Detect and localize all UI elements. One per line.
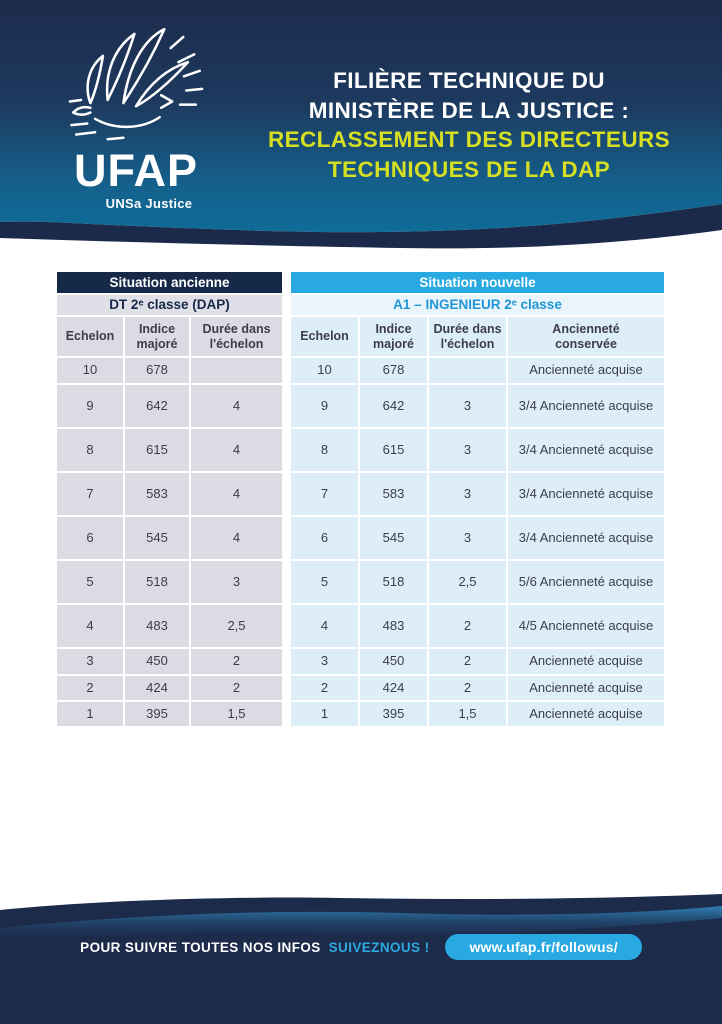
table-cell: 2: [291, 676, 358, 700]
table-cell: 10: [291, 358, 358, 383]
column-header-anciennete: Ancienneté conservée: [508, 317, 664, 356]
table-cell: 1,5: [429, 702, 506, 726]
page-title-line-2: MINISTÈRE DE LA JUSTICE :: [308, 97, 630, 123]
reclassification-table: [57, 272, 664, 726]
table-cell: 642: [360, 385, 427, 427]
column-spacer: [284, 561, 289, 603]
column-spacer: [284, 676, 289, 700]
table-cell: Ancienneté acquise: [508, 649, 664, 674]
table-cell: 3/4 Ancienneté acquise: [508, 385, 664, 427]
table-cell: 642: [125, 385, 189, 427]
table-cell: 395: [360, 702, 427, 726]
table-cell: 4: [291, 605, 358, 647]
column-header-echelon-new: Echelon: [291, 317, 358, 356]
table-cell: 3/4 Ancienneté acquise: [508, 429, 664, 471]
table-cell: 518: [360, 561, 427, 603]
table-cell: 615: [125, 429, 189, 471]
table-cell: 6: [291, 517, 358, 559]
table-cell: 483: [360, 605, 427, 647]
table-cell: 2: [429, 605, 506, 647]
column-spacer: [284, 272, 289, 293]
table-cell: 395: [125, 702, 189, 726]
table-cell: 9: [57, 385, 123, 427]
table-cell: 483: [125, 605, 189, 647]
table-cell: 545: [125, 517, 189, 559]
table-cell: 3: [429, 429, 506, 471]
table-cell: 3: [291, 649, 358, 674]
table-cell: 2: [191, 649, 282, 674]
table-cell: 2,5: [191, 605, 282, 647]
table-cell: 3: [57, 649, 123, 674]
table-cell: 3: [429, 473, 506, 515]
table-cell: 2: [429, 676, 506, 700]
table-cell: 7: [291, 473, 358, 515]
table-cell: 3: [191, 561, 282, 603]
table-cell: 2: [191, 676, 282, 700]
footer-followus-label: SUIVEZNOUS !: [328, 939, 430, 955]
column-spacer: [284, 385, 289, 427]
table-cell: 583: [360, 473, 427, 515]
new-situation-header: Situation nouvelle: [291, 272, 664, 293]
column-spacer: [284, 473, 289, 515]
hero-header: [0, 0, 722, 252]
new-grade-header: A1 – INGENIEUR 2ᵉ classe: [291, 295, 664, 315]
table-cell: 678: [360, 358, 427, 383]
dove-icon: [61, 26, 211, 144]
table-cell: 3/4 Ancienneté acquise: [508, 517, 664, 559]
followus-url-button[interactable]: www.ufap.fr/followus/: [445, 934, 641, 960]
table-cell: 4: [57, 605, 123, 647]
table-cell: 2: [57, 676, 123, 700]
footer-content: [0, 934, 722, 960]
column-spacer: [284, 295, 289, 315]
column-spacer: [284, 605, 289, 647]
table-cell: 5: [57, 561, 123, 603]
table-cell: 2: [429, 649, 506, 674]
table-cell: [191, 358, 282, 383]
table-cell: 1: [291, 702, 358, 726]
logo-acronym: UFAP: [73, 145, 198, 196]
ufap-logo: [52, 26, 220, 211]
table-cell: 545: [360, 517, 427, 559]
table-cell: 5/6 Ancienneté acquise: [508, 561, 664, 603]
table-cell: 2,5: [429, 561, 506, 603]
logo-subtitle: UNSa Justice: [105, 196, 193, 211]
table-cell: 4: [191, 429, 282, 471]
table-cell: 518: [125, 561, 189, 603]
table-cell: 3: [429, 385, 506, 427]
column-spacer: [284, 649, 289, 674]
column-header-indice-new: Indice majoré: [360, 317, 427, 356]
table-cell: Ancienneté acquise: [508, 702, 664, 726]
table-cell: 7: [57, 473, 123, 515]
page-title-line-1: FILIÈRE TECHNIQUE DU: [333, 68, 605, 93]
table-cell: 8: [57, 429, 123, 471]
column-spacer: [284, 429, 289, 471]
table-cell: 10: [57, 358, 123, 383]
table-cell: 4/5 Ancienneté acquise: [508, 605, 664, 647]
table-cell: 8: [291, 429, 358, 471]
old-situation-header: Situation ancienne: [57, 272, 282, 293]
table-cell: 1: [57, 702, 123, 726]
table-cell: 4: [191, 473, 282, 515]
old-grade-header: DT 2ᵉ classe (DAP): [57, 295, 282, 315]
table-cell: 4: [191, 385, 282, 427]
table-cell: 583: [125, 473, 189, 515]
page-title-line-3: RECLASSEMENT DES DIRECTEURS: [267, 127, 671, 153]
table-cell: 3/4 Ancienneté acquise: [508, 473, 664, 515]
page-title: [238, 66, 700, 185]
table-cell: 3: [429, 517, 506, 559]
table-cell: 450: [360, 649, 427, 674]
column-header-duree-old: Durée dans l'échelon: [191, 317, 282, 356]
column-header-echelon-old: Echelon: [57, 317, 123, 356]
column-spacer: [284, 358, 289, 383]
column-header-duree-new: Durée dans l'échelon: [429, 317, 506, 356]
table-cell: 678: [125, 358, 189, 383]
table-cell: 424: [125, 676, 189, 700]
footer: [0, 894, 722, 1024]
table-cell: 6: [57, 517, 123, 559]
table-cell: 1,5: [191, 702, 282, 726]
table-cell: Ancienneté acquise: [508, 676, 664, 700]
column-spacer: [284, 517, 289, 559]
footer-text: POUR SUIVRE TOUTES NOS INFOS: [80, 939, 321, 955]
table-cell: 424: [360, 676, 427, 700]
table-cell: 9: [291, 385, 358, 427]
column-header-indice-old: Indice majoré: [125, 317, 189, 356]
column-spacer: [284, 702, 289, 726]
page-title-line-4: TECHNIQUES DE LA DAP: [327, 157, 611, 183]
table-cell: 5: [291, 561, 358, 603]
table-cell: Ancienneté acquise: [508, 358, 664, 383]
table-cell: 4: [191, 517, 282, 559]
column-spacer: [284, 317, 289, 356]
table-cell: 615: [360, 429, 427, 471]
table-cell: 450: [125, 649, 189, 674]
table-cell: [429, 358, 506, 383]
